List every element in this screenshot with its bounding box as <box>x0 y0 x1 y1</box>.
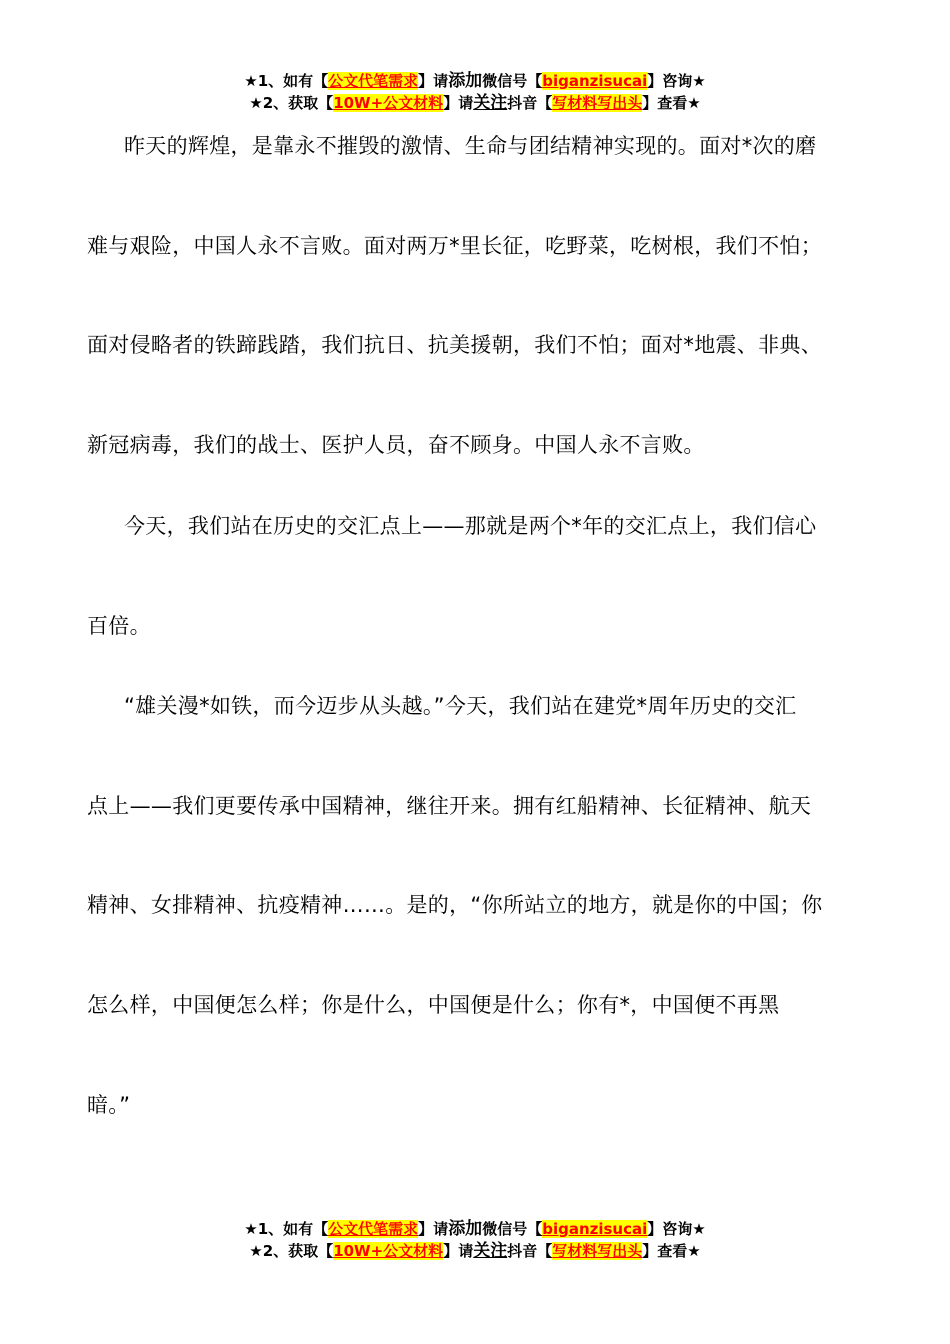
banner-emphasis: 添加 <box>448 1219 483 1239</box>
banner-text: ★2、获取【 <box>249 1242 334 1260</box>
wechat-id-highlight: biganzisucai <box>542 72 648 90</box>
banner-text: 抖音【 <box>507 94 553 112</box>
banner-text: ★1、如有【 <box>244 1220 329 1238</box>
body-line: 怎么样，中国便怎么样；你是什么，中国便是什么；你有*，中国便不再黑 <box>87 993 780 1017</box>
banner-text: 】请 <box>443 94 474 112</box>
banner-text: 微信号【 <box>482 1220 543 1238</box>
banner-text: 】查看★ <box>642 1242 701 1260</box>
service-highlight: 公文代笔需求 <box>328 1220 419 1238</box>
body-line: 今天，我们站在历史的交汇点上——那就是两个*年的交汇点上，我们信心 <box>124 514 817 538</box>
banner-text: 】咨询★ <box>647 72 706 90</box>
body-line: 点上——我们更要传承中国精神，继往开来。拥有红船精神、长征精神、航天 <box>87 794 812 818</box>
banner-text: 抖音【 <box>507 1242 553 1260</box>
banner-text: ★2、获取【 <box>249 94 334 112</box>
banner-emphasis: 关注 <box>473 1241 508 1261</box>
banner-text: 】请 <box>418 72 449 90</box>
douyin-account-highlight: 写材料写出头 <box>552 1242 643 1260</box>
banner-line-1 <box>0 1218 950 1240</box>
banner-line-1 <box>0 70 950 92</box>
footer-banner <box>0 1218 950 1262</box>
douyin-account-highlight: 写材料写出头 <box>552 94 643 112</box>
body-line: 昨天的辉煌，是靠永不摧毁的激情、生命与团结精神实现的。面对*次的磨 <box>124 134 817 158</box>
body-line: “雄关漫*如铁，而今迈步从头越。”今天，我们站在建党*周年历史的交汇 <box>124 694 797 718</box>
body-line: 精神、女排精神、抗疫精神……。是的，“你所站立的地方，就是你的中国；你 <box>87 893 823 917</box>
banner-text: 】请 <box>418 1220 449 1238</box>
body-line: 暗。” <box>87 1093 131 1117</box>
banner-line-2 <box>0 92 950 114</box>
banner-line-2 <box>0 1240 950 1262</box>
materials-highlight: 10W+公文材料 <box>333 94 444 112</box>
service-highlight: 公文代笔需求 <box>328 72 419 90</box>
body-line: 难与艰险，中国人永不言败。面对两万*里长征，吃野菜，吃树根，我们不怕； <box>87 234 822 258</box>
banner-text: 】查看★ <box>642 94 701 112</box>
banner-emphasis: 添加 <box>448 71 483 91</box>
header-banner <box>0 70 950 114</box>
banner-text: 】咨询★ <box>647 1220 706 1238</box>
banner-text: 微信号【 <box>482 72 543 90</box>
banner-emphasis: 关注 <box>473 93 508 113</box>
banner-text: 】请 <box>443 1242 474 1260</box>
body-line: 百倍。 <box>87 614 151 638</box>
wechat-id-highlight: biganzisucai <box>542 1220 648 1238</box>
body-line: 面对侵略者的铁蹄践踏，我们抗日、抗美援朝，我们不怕；面对*地震、非典、 <box>87 333 822 357</box>
materials-highlight: 10W+公文材料 <box>333 1242 444 1260</box>
banner-text: ★1、如有【 <box>244 72 329 90</box>
body-line: 新冠病毒，我们的战士、医护人员，奋不顾身。中国人永不言败。 <box>87 433 705 457</box>
